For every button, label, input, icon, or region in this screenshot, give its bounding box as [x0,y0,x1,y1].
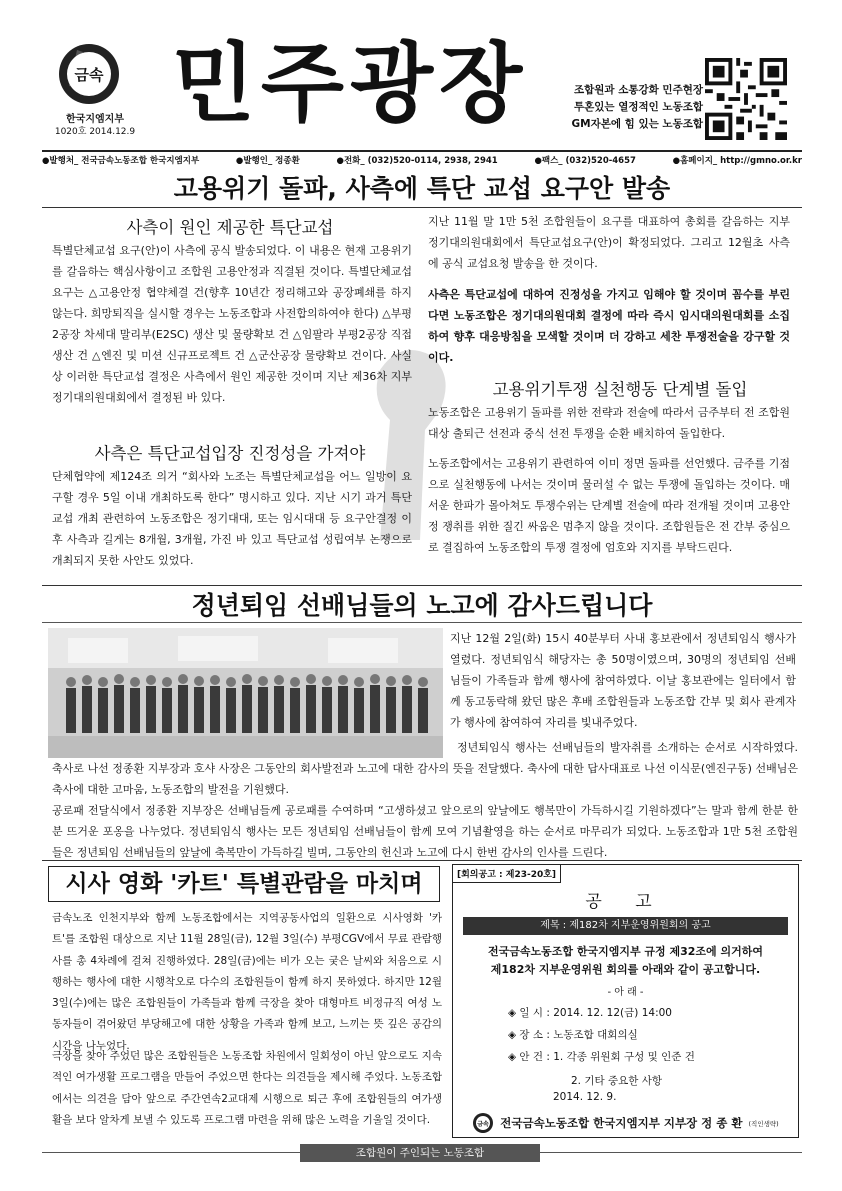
slogan-2: 투혼있는 열정적인 노동조합 [573,101,703,113]
fax: ●팩스_ (032)520-4657 [534,156,636,166]
article1-paragraph-4: 사측은 특단교섭에 대하여 진정성을 가지고 임해야 할 것이며 꼼수를 부린다면 노동조합은 정기대의원대회 결정에 따라 즉시 임시대의원대회를 소집하여 향후 대응방침을 모색할 것이며 더 강하고 세찬 투쟁전술을 강구할 것이다. [428,288,790,364]
notice-item-agenda-2: 2. 기타 중요한 사항 [571,1075,663,1087]
homepage: ●홈페이지_ http://gmno.or.kr [672,156,802,166]
notice-signature [463,1111,788,1135]
article1-subheading-3: 고용위기투쟁 실천행동 단계별 돌입 [492,380,748,399]
qr-code-icon [705,58,787,140]
notice-item-place: ◈ 장 소 : 노동조합 대회의실 [508,1029,638,1041]
article1-paragraph-3: 지난 11월 말 1만 5천 조합원들이 요구를 대표하여 총회를 갈음하는 지부 정기대의원대회에서 특단교섭요구(안)이 확정되었다. 그리고 12월초 사측에 공식 교섭요청 발송을 한 것이다. [428,215,790,270]
article1-paragraph-6: 노동조합에서는 고용위기 관련하여 이미 정면 돌파를 선언했다. 금주를 기점으로 실천행동에 나서는 것이며 물러설 수 없는 투쟁에 돌입하는 것이다. 매서운 한파가 몰아쳐도 투쟁수위는 단계별 전술에 따라 전개될 것이며 고용안정 쟁취를 위한 질긴 싸움은 멈추지 않을 것이다. 조합원들은 전 간부 중심으로 결집하여 노동조합의 투쟁 결정에 엄호와 지지를 부탁드린다. [428,457,790,554]
article3-paragraph-1: 금속노조 인천지부와 함께 노동조합에서는 지역공동사업의 일환으로 시사영화 '카트'를 조합원 대상으로 지난 11월 28일(금), 12월 3일(수) 부평CGV에서 무료 관람행사를 총 4차례에 걸쳐 진행하였다. 28일(금)에는 비가 오는 궂은 날씨와 처음으로 시행하는 행사에 대한 시행착오로 다수의 조합원들이 함께 하지 못하였다. 하지만 12월 3일(수)에는 많은 조합원들이 가족들과 함께 극장을 찾아 대형마트 비정규직 여성 노동자들이 겪어왔던 부당해고에 대한 상황을 가족과 함께 보고, 느끼는 뜻 깊은 공감의 시간을 나누었다. [52,912,442,1052]
notice-tag: [회의공고 : 제23-20호] [453,865,561,883]
publisher-bar [42,150,802,170]
article2-paragraph-3: 공로패 전달식에서 정종환 지부장은 선배님들께 공로패를 수여하며 “고생하셨고 앞으로의 앞날에도 행복만이 가득하시길 기원하겠다”는 말과 함께 한분 한분 뜨거운 포옹을 나누었다. 정년퇴임식 행사는 모든 정년퇴임 선배님들이 함께 모여 기념촬영을 하는 순서로 마무리가 되었다. 노동조합과 1만 5천 조합원들은 정년퇴임 선배님들의 앞날에 축복만이 가득하길 빌며, 그동안의 헌신과 노고에 다시 한번 감사의 인사를 드린다. [52,804,798,859]
divider [42,585,802,586]
article1-subheading-1: 사측이 원인 제공한 특단교섭 [126,218,334,237]
notice-date: 2014. 12. 9. [553,1091,617,1103]
notice-subject: 제목 : 제182차 지부운영위원회의 공고 [463,917,788,935]
notice-below: - 아 래 - [607,987,644,998]
newsletter-title: 민주광장 [171,34,529,134]
svg-text:금속: 금속 [477,1121,490,1128]
notice-line-2: 제182차 지부운영위원 회의를 아래와 같이 공고합니다. [490,963,761,976]
article2-paragraph-1: 지난 12월 2일(화) 15시 40분부터 사내 홍보관에서 정년퇴임식 행사가 열렸다. 정년퇴임식 해당자는 총 50명이였으며, 30명의 정년퇴임 선배님들이 가족들과 함께 행사에 참여하였다. 이날 홍보관에는 일터에서 함께 동고동락해 왔던 많은 후배 조합원들과 노동조합 간부 및 회사 관계자가 행사에 참여하여 자리를 빛내주었다. [450,632,796,729]
notice-line-1: 전국금속노동조합 한국지엠지부 규정 제32조에 의거하여 [487,945,764,958]
slogan-1: 조합원과 소통강화 민주현장 [573,84,703,96]
article1-paragraph-5: 노동조합은 고용위기 돌파를 위한 전략과 전술에 따라서 금주부터 전 조합원 대상 출퇴근 선전과 중식 선전 투쟁을 순환 배치하여 돌입한다. [428,406,790,440]
editor: ●발행인_ 정종환 [235,156,300,166]
article2-paragraph-2: 정년퇴임식 행사는 선배님들의 발자취를 소개하는 순서로 시작하였다. 축사로 나선 정종환 지부장과 호샤 사장은 그동안의 회사발전과 노고에 대한 감사의 뜻을 전달했다. 축사에 대한 답사대표로 나선 이식문(엔진구동) 선배님은 축사에 대한 고마움, 노동조합의 발전을 기원했다. [52,741,798,796]
notice-title: 공 고 [585,892,666,912]
footer-slogan: 조합원이 주인되는 노동조합 [300,1144,540,1162]
notice-item-agenda: ◈ 안 건 : 1. 각종 위원회 구성 및 인준 건 [508,1051,695,1063]
signature-text: 전국금속노동조합 한국지엠지부 지부장 정 종 환 [500,1116,743,1130]
slogans [533,82,703,133]
article3-headline: 시사 영화 '카트' 특별관람을 마치며 [48,866,440,902]
article1-headline: 고용위기 돌파, 사측에 특단 교섭 요구안 발송 [173,174,671,203]
article2-headline: 정년퇴임 선배님들의 노고에 감사드립니다 [191,591,653,620]
notice-item-datetime: ◈ 일 시 : 2014. 12. 12(금) 14:00 [508,1007,672,1019]
svg-text:금속: 금속 [74,66,104,84]
seal-omitted: (직인생략) [748,1119,779,1128]
union-seal-icon [472,1112,494,1134]
article1-paragraph-1: 특별단체교섭 요구(안)이 사측에 공식 발송되었다. 이 내용은 현재 고용위기를 갈음하는 핵심사항이고 조합원 고용안정과 직결된 것이다. 특별단체교섭 요구는 △고용안정 협약체결 건(향후 10년간 정리해고와 공장폐쇄를 하지 않는다. 희망퇴직을 실시할 경우는 노동조합과 사전합의하여야 한다) △부평2공장 차세대 말리부(E2SC) 생산 및 물량확보 건 △임팔라 부평2공장 직접 생산 건 △엔진 및 미션 신규프로젝트 건 △군산공장 물량확보 건이다. 사실상 이러한 특단교섭 결정은 사측에서 원인 제공한 것이며 지난 제36차 지부 정기대의원대회에서 결정된 바 있다. [52,244,412,404]
slogan-3: GM자본에 힘 있는 노동조합 [571,118,703,130]
publisher: ●발행처_ 전국금속노동조합 한국지엠지부 [42,156,200,166]
divider [42,622,802,623]
divider [42,860,802,861]
divider [42,207,802,208]
phone: ●전화_ (032)520-0114, 2938, 2941 [336,156,498,166]
meeting-notice-box [452,864,799,1138]
issue-info: 1020호 2014.12.9 [54,127,136,137]
union-logo [55,40,123,108]
article3-paragraph-2: 극장을 찾아 주었던 많은 조합원들은 노동조합 차원에서 일회성이 아닌 앞으로도 지속적인 여가생활 프로그램을 만들어 주었으면 한다는 의견들을 제시해 주었다. 노동조합에서는 의견을 담아 앞으로 주간연속2교대제 시행으로 퇴근 후에 조합원들의 여가생활을 보다 알차게 보낼 수 있도록 프로그램 마련을 위해 많은 노력을 기울일 것이다. [52,1050,442,1126]
article1-paragraph-2: 단체협약에 제124조 의거 “회사와 노조는 특별단체교섭을 어느 일방이 요구할 경우 5일 이내 개최하도록 한다” 명시하고 있다. 지난 시기 과거 특단교섭 개최 관련하여 노동조합은 정기대대, 또는 임시대대 등 요구안결정 이후 사측과 길게는 8개월, 3개월, 가진 바 있고 특단교섭 성립여부 논쟁으로 개최되지 못한 사안도 있었다. [52,470,412,567]
branch-name: 한국지엠지부 [66,114,124,125]
article1-subheading-2: 사측은 특단교섭입장 진정성을 가져야 [94,444,366,463]
